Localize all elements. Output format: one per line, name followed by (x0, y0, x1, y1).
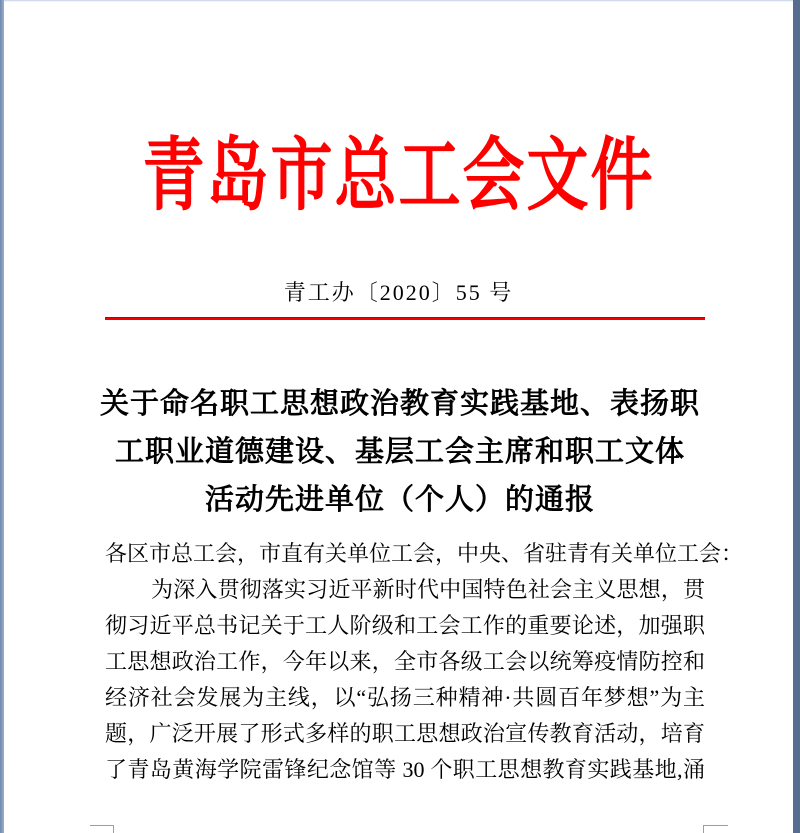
text-boundary-mark-left (90, 825, 114, 833)
document-page[interactable] (4, 0, 793, 833)
window-edge-left (0, 0, 4, 833)
window-edge-right (793, 0, 800, 833)
doc-title-line: 关于命名职工思想政治教育实践基地、表扬职 (99, 388, 700, 420)
body-line: 了青岛黄海学院雷锋纪念馆等 30 个职工思想教育实践基地,涌 (105, 757, 705, 782)
body-text (105, 536, 744, 788)
red-divider-rule (105, 317, 705, 320)
doc-number: 青工办〔2020〕55 号 (283, 280, 514, 305)
window-edge-top (0, 0, 800, 2)
doc-title-line: 工职业道德建设、基层工会主席和职工文体 (114, 436, 685, 468)
body-line: 题，广泛开展了形式多样的职工思想政治宣传教育活动，培育 (105, 721, 705, 746)
doc-title-line: 活动先进单位（个人）的通报 (204, 484, 595, 516)
text-boundary-mark-right (703, 825, 728, 833)
body-line: 工思想政治工作，今年以来，全市各级工会以统筹疫情防控和 (105, 649, 705, 674)
recipient-line: 各区市总工会，市直有关单位工会，中央、省驻青有关单位工会： (105, 541, 744, 566)
org-header-title: 青岛市总工会文件 (142, 131, 655, 221)
body-line: 为深入贯彻落实习近平新时代中国特色社会主义思想，贯 (151, 577, 705, 602)
doc-title (90, 380, 710, 524)
body-line: 经济社会发展为主线，以“弘扬三种精神·共圆百年梦想”为主 (105, 685, 705, 710)
body-line: 彻习近平总书记关于工人阶级和工会工作的重要论述，加强职 (105, 613, 705, 638)
